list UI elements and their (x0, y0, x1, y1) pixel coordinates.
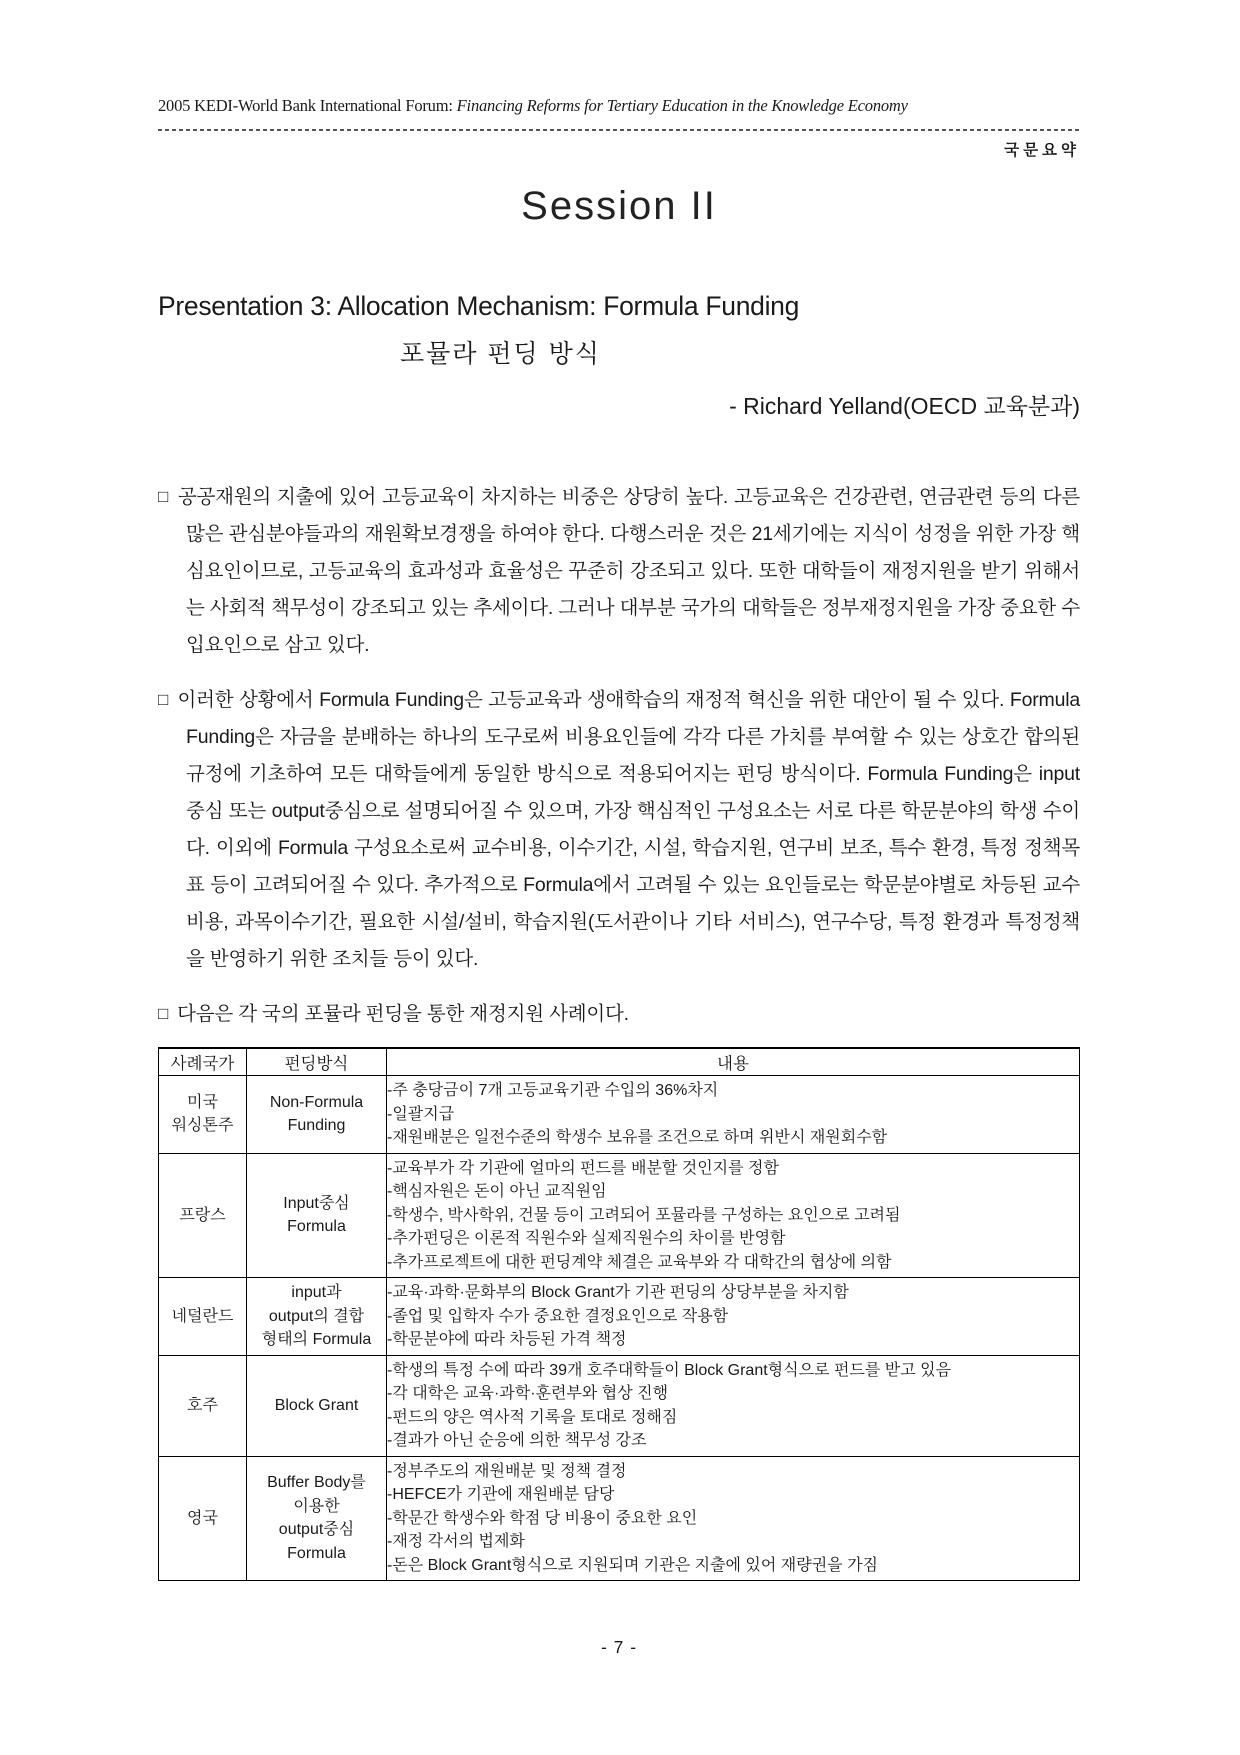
cell-line: -일괄지급 (387, 1105, 455, 1123)
cell-line: 프랑스 (179, 1206, 226, 1224)
cell-line: -주 충당금이 7개 고등교육기관 수입의 36%차지 (387, 1082, 719, 1099)
table-row (159, 1456, 1080, 1581)
cell-line: -HEFCE가 기관에 재원배분 담당 (387, 1486, 615, 1503)
cell-line: -결과가 아닌 순응에 의한 책무성 강조 (387, 1432, 647, 1449)
cell-line: -핵심자원은 돈이 아닌 교직원임 (387, 1183, 607, 1200)
details-cell (387, 1076, 1080, 1154)
table-row (159, 1278, 1080, 1356)
cell-line: Formula (287, 1218, 346, 1236)
details-cell (387, 1278, 1080, 1356)
cell-line: -펀드의 양은 역사적 기록을 토대로 정해짐 (387, 1408, 678, 1426)
method-cell (247, 1153, 387, 1278)
cell-line: 네덜란드 (171, 1307, 234, 1325)
cell-line: Funding (287, 1117, 346, 1135)
method-cell (247, 1456, 387, 1581)
table-header-details: 내용 (387, 1048, 1080, 1076)
country-cell (159, 1278, 247, 1356)
cell-line: output의 결합 (268, 1307, 365, 1325)
table-header-method: 펀딩방식 (247, 1048, 387, 1076)
table-row (159, 1076, 1080, 1154)
table-header-row (159, 1048, 1080, 1076)
cell-line: Non-Formula (269, 1093, 364, 1111)
paragraph-text: 공공재원의 지출에 있어 고등교육이 차지하는 비중은 상당히 높다. 고등교육은 건강관련, 연금관련 등의 다른 많은 관심분야들과의 재원확보경쟁을 하여야 한다. 다행스러운 것은 21세기에는 지식이 성정을 위한 가장 핵심요인이므로, 고등교육의 효과성과 효율성은 꾸준히 강조되고 있다. 또한 대학들이 재정지원을 받기 위해서는 사회적 책무성이 강조되고 있는 추세이다. 그러나 대부분 국가의 대학들은 정부재정지원을 가장 중요한 수입요인으로 삼고 있다. (177, 486, 1080, 656)
cell-line: -교육부가 각 기관에 얼마의 펀드를 배분할 것인지를 정함 (387, 1159, 779, 1177)
paragraph (158, 682, 1080, 978)
korean-summary-label: 국문요약 (1004, 142, 1080, 159)
paragraph (158, 996, 1080, 1033)
cell-line: -학문분야에 따라 차등된 가격 책정 (387, 1331, 627, 1348)
cell-line: Buffer Body를 (267, 1474, 366, 1492)
square-bullet-icon: □ (158, 1004, 169, 1023)
cell-line: -교육·과학·문화부의 Block Grant가 기관 펀딩의 상당부분을 차지함 (387, 1284, 849, 1301)
cell-line: -학생수, 박사학위, 건물 등이 고려되어 포뮬라를 구성하는 요인으로 고려됨 (387, 1206, 901, 1224)
cell-line: -돈은 Block Grant형식으로 지원되며 기관은 지출에 있어 재량권을 가짐 (387, 1556, 878, 1574)
cell-line: 영국 (187, 1509, 218, 1527)
square-bullet-icon: □ (158, 690, 169, 709)
table-header-country: 사례국가 (159, 1048, 247, 1076)
cell-line: -학생의 특정 수에 따라 39개 호주대학들이 Block Grant형식으로 펀드를 받고 있음 (387, 1361, 952, 1379)
table-row (159, 1153, 1080, 1278)
cell-line: 이용한 (293, 1497, 340, 1515)
details-cell (387, 1153, 1080, 1278)
details-cell (387, 1456, 1080, 1581)
header-divider (158, 129, 1080, 131)
cell-line: -졸업 및 입학자 수가 중요한 결정요인으로 작용함 (387, 1307, 729, 1325)
method-cell (247, 1355, 387, 1456)
paragraph-list (158, 479, 1080, 1033)
presentation-subtitle: 포뮬라 펀딩 방식 (400, 340, 601, 368)
forum-title-italic: Financing Reforms for Tertiary Education in the Knowledge Economy (452, 96, 908, 115)
cell-line: input과 (291, 1284, 342, 1301)
cell-line: -학문간 학생수와 학점 당 비용이 중요한 요인 (387, 1509, 698, 1527)
page-number: - 7 - (600, 1637, 638, 1657)
cell-line: -재원배분은 일전수준의 학생수 보유를 조건으로 하며 위반시 재원회수함 (387, 1129, 888, 1146)
table-row (159, 1355, 1080, 1456)
country-cell (159, 1355, 247, 1456)
case-table (158, 1047, 1080, 1581)
cell-line: -재정 각서의 법제화 (387, 1533, 525, 1550)
cell-line: 호주 (187, 1396, 218, 1414)
cell-line: Formula (287, 1544, 346, 1562)
cell-line: -추가프로젝트에 대한 펀딩계약 체결은 교육부와 각 대학간의 협상에 의함 (387, 1253, 892, 1271)
presentation-author: - Richard Yelland(OECD 교육분과) (729, 393, 1080, 419)
cell-line: 미국 (187, 1093, 218, 1111)
paragraph-text: 이러한 상황에서 Formula Funding은 고등교육과 생애학습의 재정적 혁신을 위한 대안이 될 수 있다. Formula Funding은 자금을 분배하는 하나의 도구로써 비용요인들에 각각 다른 가치를 부여할 수 있는 상호간 합의된 규정에 기초하여 모든 대학들에게 동일한 방식으로 적용되어지는 펀딩 방식이다. Formula Funding은 input중심 또는 output중심으로 설명되어질 수 있으며, 가장 핵심적인 구성요소는 서로 다른 학문분야의 학생 수이다. 이외에 Formula 구성요소로써 교수비용, 이수기간, 시설, 학습지원, 연구비 보조, 특수 환경, 특정 정책목표 등이 고려되어질 수 있다. 추가적으로 Formula에서 고려될 수 있는 요인들로는 학문분야별로 차등된 교수비용, 과목이수기간, 필요한 시설/설비, 학습지원(도서관이나 기타 서비스), 연구수당, 특정 환경과 특정정책을 반영하기 위한 조치들 등이 있다. (177, 689, 1080, 970)
country-cell (159, 1153, 247, 1278)
presentation-title: Presentation 3: Allocation Mechanism: Formula Funding (158, 291, 800, 321)
cell-line: Block Grant (274, 1396, 359, 1414)
country-cell (159, 1456, 247, 1581)
presentation-heading (158, 291, 1080, 421)
details-cell (387, 1355, 1080, 1456)
country-cell (159, 1076, 247, 1154)
forum-title-regular: 2005 KEDI-World Bank International Forum: (158, 96, 453, 115)
session-title: Session II (521, 184, 717, 228)
cell-line: -정부주도의 재원배분 및 정책 결정 (387, 1462, 627, 1480)
cell-line: -추가펀딩은 이론적 직원수와 실제직원수의 차이를 반영함 (387, 1230, 786, 1247)
cell-line: 형태의 Formula (261, 1331, 372, 1348)
case-table-body (159, 1076, 1080, 1581)
cell-line: 워싱톤주 (171, 1117, 234, 1135)
paragraph (158, 479, 1080, 664)
cell-line: -각 대학은 교육·과학·훈련부와 협상 진행 (387, 1385, 669, 1402)
square-bullet-icon: □ (158, 487, 169, 506)
method-cell (247, 1076, 387, 1154)
method-cell (247, 1278, 387, 1356)
paragraph-text: 다음은 각 국의 포뮬라 펀딩을 통한 재정지원 사례이다. (177, 1003, 629, 1025)
cell-line: output중심 (278, 1521, 355, 1539)
header-forum-title (158, 96, 1080, 116)
cell-line: Input중심 (283, 1194, 350, 1212)
